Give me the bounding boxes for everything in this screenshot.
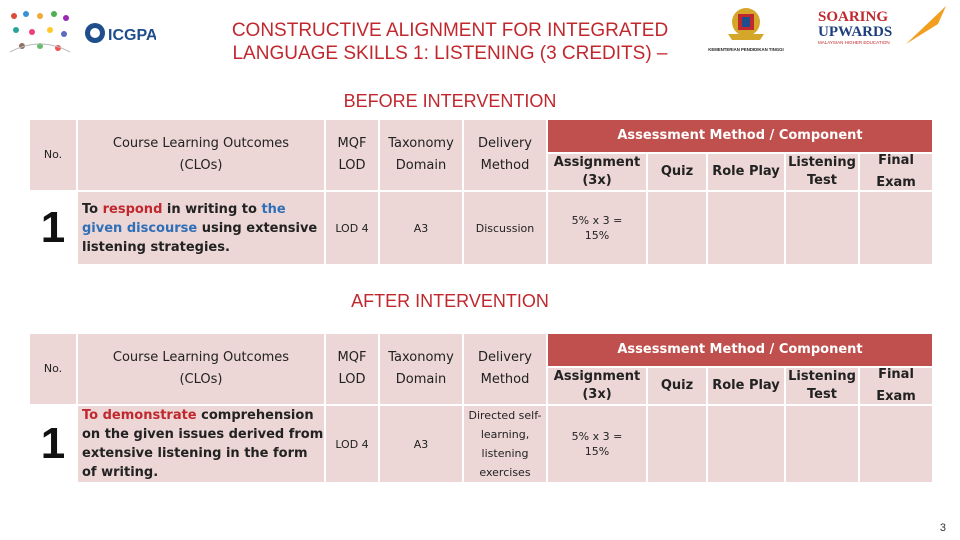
after-header-clo — [78, 334, 324, 404]
after-header-assignment — [548, 368, 646, 404]
after-header-clo-line1: Course Learning Outcomes — [112, 350, 290, 365]
after-header-no-label: No. — [43, 362, 63, 375]
before-roleplay — [708, 192, 784, 264]
header-del-line2: Method — [480, 158, 530, 173]
after-header-listening — [786, 368, 858, 404]
header-quiz-label: Quiz — [660, 164, 694, 179]
header-assessment-label: Assessment Method / Component — [617, 128, 863, 143]
after-header-del-line2: Method — [480, 372, 530, 387]
header-mqf-line1: MQF — [337, 136, 367, 151]
before-section-title: BEFORE INTERVENTION — [343, 91, 557, 111]
before-clo-object: the given discourse — [82, 201, 286, 236]
before-taxonomy — [380, 192, 462, 264]
before-clo-part-0: To — [82, 201, 103, 217]
header-no-label: No. — [43, 148, 63, 161]
header-clo-line2: (CLOs) — [179, 158, 223, 173]
after-clo — [78, 406, 324, 482]
before-clo-text — [82, 200, 324, 257]
before-assign-line1: 5% x 3 = — [571, 214, 623, 227]
after-mqf-value: LOD 4 — [335, 437, 369, 451]
after-header-mqf-line1: MQF — [337, 350, 367, 365]
after-no-value: 1 — [40, 419, 66, 468]
header-assessment — [548, 120, 932, 152]
header-taxonomy — [380, 120, 462, 190]
after-header-mqf — [326, 334, 378, 404]
before-mqf-value: LOD 4 — [335, 221, 369, 235]
svg-text:SOARING: SOARING — [818, 9, 889, 25]
before-mqf — [326, 192, 378, 264]
after-header-assign-line2: (3x) — [582, 387, 612, 402]
after-clo-verb: To demonstrate — [82, 408, 197, 423]
svg-text:MALAYSIAN HIGHER EDUCATION: MALAYSIAN HIGHER EDUCATION — [818, 40, 890, 45]
after-header-mqf-line2: LOD — [338, 372, 366, 387]
before-assignment — [548, 192, 646, 264]
header-final-label: Final Exam — [876, 153, 916, 190]
before-clo-verb: respond — [102, 201, 163, 217]
before-row-no — [30, 192, 76, 264]
after-header-final — [860, 368, 932, 404]
before-listening — [786, 192, 858, 264]
sdg-logo — [4, 6, 76, 58]
after-header-no — [30, 334, 76, 404]
header-listen-line2: Test — [807, 173, 837, 188]
after-assign-line1: 5% x 3 = — [571, 430, 623, 443]
header-clo — [78, 120, 324, 190]
header-roleplay — [708, 154, 784, 190]
header-assignment — [548, 154, 646, 190]
header-mqf — [326, 120, 378, 190]
after-clo-text — [82, 406, 324, 482]
after-listening — [786, 406, 858, 482]
after-header-roleplay — [708, 368, 784, 404]
after-delivery — [464, 406, 546, 482]
after-delivery-line-3: exercises — [479, 466, 531, 479]
after-header-delivery — [464, 334, 546, 404]
ministry-crest-logo — [708, 4, 784, 56]
after-header-listen-line1: Listening — [788, 369, 856, 384]
before-quiz — [648, 192, 706, 264]
after-header-assessment-label: Assessment Method / Component — [617, 342, 863, 357]
svg-text:KEMENTERIAN PENDIDIKAN TINGGI: KEMENTERIAN PENDIDIKAN TINGGI — [708, 47, 784, 52]
after-row-no — [30, 406, 76, 482]
title-line-2: LANGUAGE SKILLS 1: LISTENING (3 CREDITS) – — [232, 43, 668, 64]
after-mqf — [326, 406, 378, 482]
after-header-tax-line1: Taxonomy — [388, 350, 454, 365]
after-header-final-label: Final Exam — [876, 367, 916, 404]
title-line-1: CONSTRUCTIVE ALIGNMENT FOR INTEGRATED — [231, 20, 669, 41]
after-taxonomy-value: A3 — [413, 437, 429, 451]
after-assignment — [548, 406, 646, 482]
before-delivery-value: Discussion — [475, 221, 535, 235]
header-quiz — [648, 154, 706, 190]
before-assign-line2: 15% — [584, 229, 610, 242]
after-header-clo-line2: (CLOs) — [179, 372, 223, 387]
before-final — [860, 192, 932, 264]
after-final — [860, 406, 932, 482]
header-assign-line2: (3x) — [582, 173, 612, 188]
after-header-taxonomy — [380, 334, 462, 404]
header-roleplay-label: Role Play — [712, 164, 780, 179]
soaring-upwards-logo — [814, 4, 954, 52]
after-header-assessment — [548, 334, 932, 366]
header-clo-line1: Course Learning Outcomes — [112, 136, 290, 151]
header-tax-line1: Taxonomy — [388, 136, 454, 151]
before-clo-part-2: in writing to — [162, 201, 262, 217]
after-clo-part-1: comprehension on the given issues derived from extensive listening in the form of writing. — [82, 408, 324, 480]
header-final — [860, 154, 932, 190]
page-number: 3 — [939, 522, 946, 534]
after-quiz — [648, 406, 706, 482]
after-roleplay — [708, 406, 784, 482]
after-header-tax-line2: Domain — [395, 372, 447, 387]
after-delivery-line-1: learning, — [480, 428, 530, 441]
header-listen-line1: Listening — [788, 155, 856, 170]
before-taxonomy-value: A3 — [413, 221, 429, 235]
header-listening — [786, 154, 858, 190]
header-delivery — [464, 120, 546, 190]
after-header-assign-line1: Assignment — [553, 369, 641, 384]
svg-text:ICGPA: ICGPA — [108, 27, 156, 44]
after-delivery-line-2: listening — [481, 447, 529, 460]
header-del-line1: Delivery — [478, 136, 532, 151]
after-header-quiz — [648, 368, 706, 404]
before-clo-part-4: using extensive listening strategies. — [82, 220, 318, 255]
svg-text:UPWARDS: UPWARDS — [818, 24, 893, 40]
header-tax-line2: Domain — [395, 158, 447, 173]
after-header-roleplay-label: Role Play — [712, 378, 780, 393]
after-section-title: AFTER INTERVENTION — [351, 291, 549, 311]
after-assign-line2: 15% — [584, 445, 610, 458]
header-mqf-line2: LOD — [338, 158, 366, 173]
icgpa-logo — [84, 20, 156, 46]
page-title — [190, 19, 710, 65]
after-delivery-line-0: Directed self- — [468, 409, 542, 422]
before-clo — [78, 192, 324, 264]
after-header-quiz-label: Quiz — [660, 378, 694, 393]
header-assign-line1: Assignment — [553, 155, 641, 170]
header-no — [30, 120, 76, 190]
after-taxonomy — [380, 406, 462, 482]
before-no-value: 1 — [40, 203, 66, 252]
after-header-del-line1: Delivery — [478, 350, 532, 365]
after-header-listen-line2: Test — [807, 387, 837, 402]
before-delivery — [464, 192, 546, 264]
